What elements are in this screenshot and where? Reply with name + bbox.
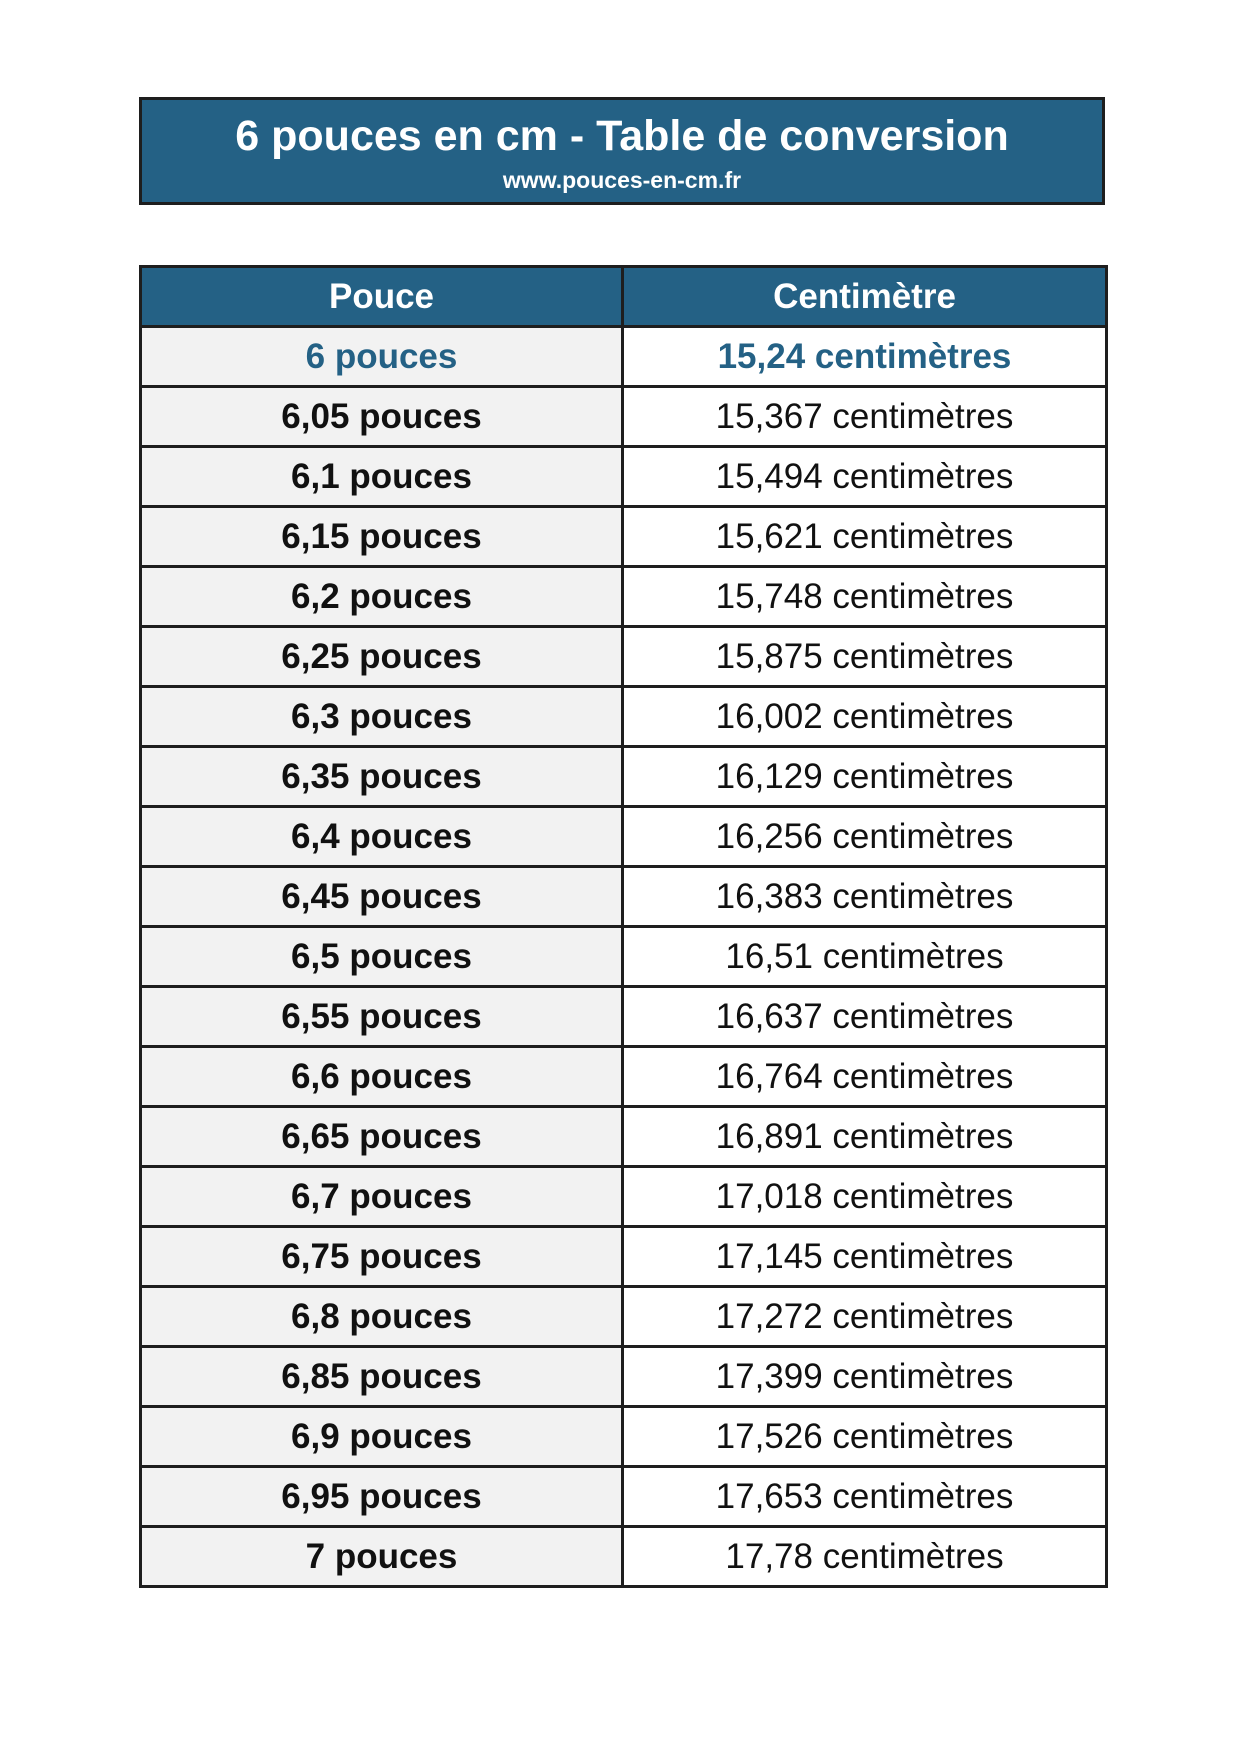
inch-cell: 6,55 pouces [141,987,623,1047]
inch-cell: 6,2 pouces [141,567,623,627]
table-row [141,747,1107,807]
cm-cell: 16,764 centimètres [623,1047,1107,1107]
cm-cell: 16,129 centimètres [623,747,1107,807]
title-banner [139,97,1105,205]
table-row [141,627,1107,687]
cm-cell: 17,399 centimètres [623,1347,1107,1407]
cm-cell: 15,621 centimètres [623,507,1107,567]
site-url: www.pouces-en-cm.fr [502,167,742,193]
inch-cell: 6,6 pouces [141,1047,623,1107]
cm-cell: 15,748 centimètres [623,567,1107,627]
cm-cell: 17,272 centimètres [623,1287,1107,1347]
column-header-centimetre: Centimètre [623,267,1107,327]
table-row [141,507,1107,567]
inch-cell: 6,4 pouces [141,807,623,867]
table-row [141,1347,1107,1407]
inch-cell: 6,7 pouces [141,1167,623,1227]
table-row [141,567,1107,627]
cm-cell: 16,256 centimètres [623,807,1107,867]
table-row [141,447,1107,507]
table-row [141,387,1107,447]
inch-cell: 6,45 pouces [141,867,623,927]
cm-cell: 15,24 centimètres [623,327,1107,387]
cm-cell: 16,383 centimètres [623,867,1107,927]
inch-cell: 6,85 pouces [141,1347,623,1407]
inch-cell: 6,15 pouces [141,507,623,567]
table-row [141,1047,1107,1107]
cm-cell: 16,637 centimètres [623,987,1107,1047]
inch-cell: 6,95 pouces [141,1467,623,1527]
cm-cell: 17,653 centimètres [623,1467,1107,1527]
table-row [141,1407,1107,1467]
table-row [141,1527,1107,1587]
cm-cell: 15,494 centimètres [623,447,1107,507]
table-row [141,327,1107,387]
inch-cell: 6,5 pouces [141,927,623,987]
table-row [141,927,1107,987]
inch-cell: 6,9 pouces [141,1407,623,1467]
inch-cell: 6 pouces [141,327,623,387]
inch-cell: 6,3 pouces [141,687,623,747]
inch-cell: 6,1 pouces [141,447,623,507]
table-row [141,987,1107,1047]
inch-cell: 6,05 pouces [141,387,623,447]
cm-cell: 16,891 centimètres [623,1107,1107,1167]
table-row [141,1467,1107,1527]
column-header-pouce: Pouce [141,267,623,327]
table-row [141,807,1107,867]
page-title: 6 pouces en cm - Table de conversion [235,112,1009,160]
table-row [141,1167,1107,1227]
cm-cell: 17,526 centimètres [623,1407,1107,1467]
inch-cell: 6,8 pouces [141,1287,623,1347]
table-row [141,867,1107,927]
inch-cell: 6,75 pouces [141,1227,623,1287]
table-row [141,687,1107,747]
cm-cell: 15,367 centimètres [623,387,1107,447]
table-header-row [141,267,1107,327]
cm-cell: 16,51 centimètres [623,927,1107,987]
cm-cell: 17,018 centimètres [623,1167,1107,1227]
cm-cell: 16,002 centimètres [623,687,1107,747]
table-row [141,1227,1107,1287]
conversion-table [139,265,1108,1588]
table-row [141,1107,1107,1167]
inch-cell: 6,25 pouces [141,627,623,687]
inch-cell: 6,65 pouces [141,1107,623,1167]
cm-cell: 17,78 centimètres [623,1527,1107,1587]
cm-cell: 17,145 centimètres [623,1227,1107,1287]
table-row [141,1287,1107,1347]
inch-cell: 7 pouces [141,1527,623,1587]
cm-cell: 15,875 centimètres [623,627,1107,687]
inch-cell: 6,35 pouces [141,747,623,807]
